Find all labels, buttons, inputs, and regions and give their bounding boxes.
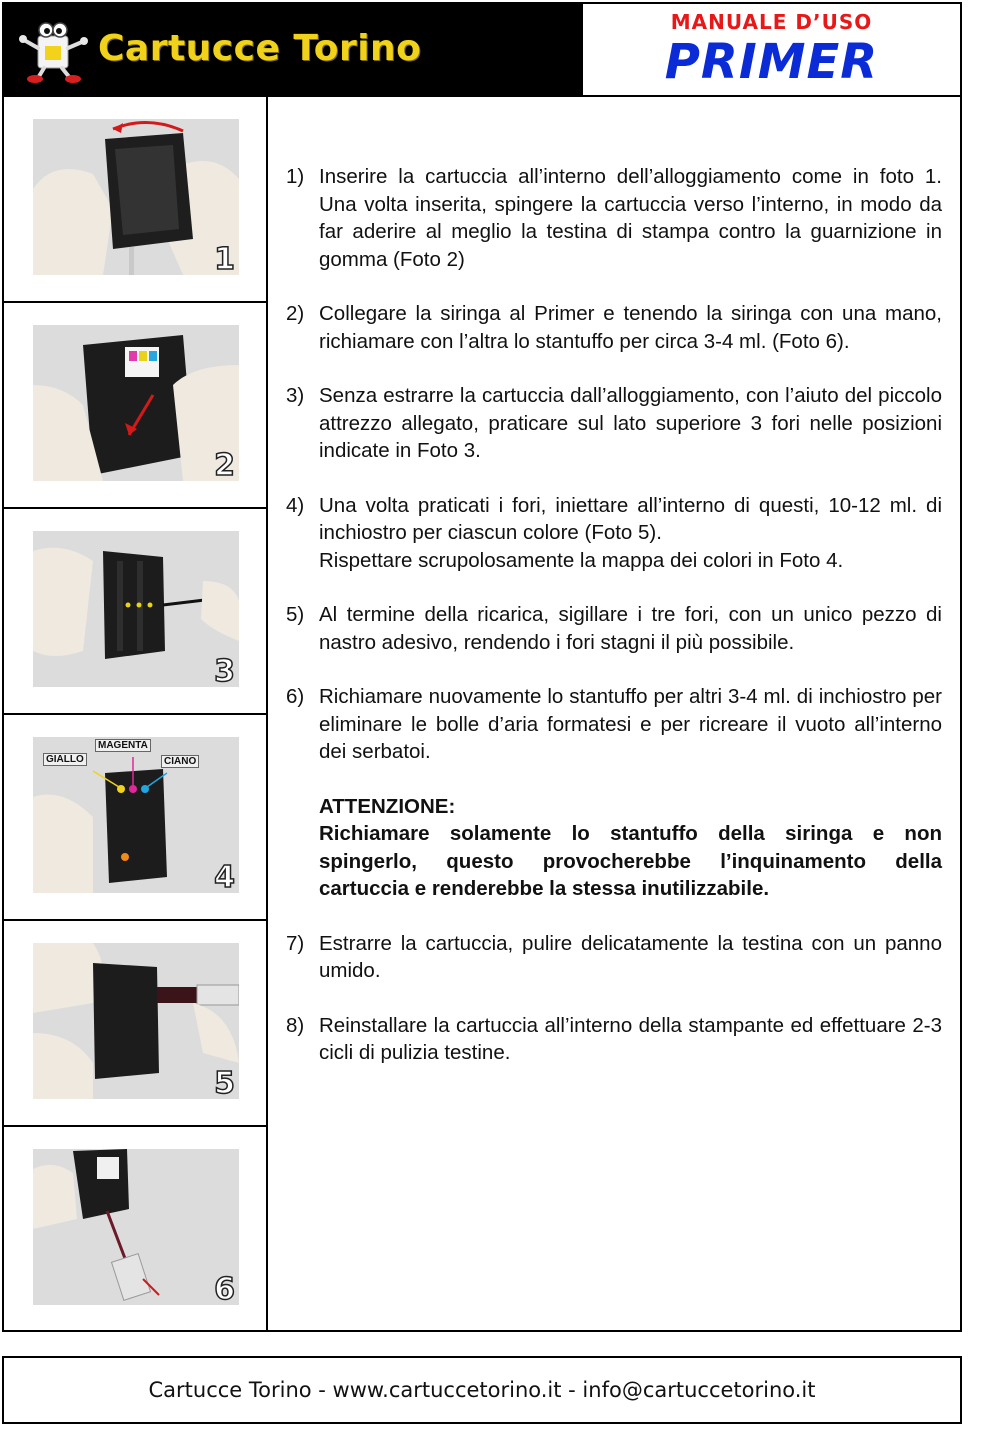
label-ciano: CIANO <box>161 755 199 768</box>
instruction-step-5 <box>286 601 942 656</box>
photo-cell-5 <box>4 921 266 1127</box>
step-number: 2) <box>286 302 305 325</box>
photo-number: 3 <box>214 654 235 687</box>
instruction-step-2 <box>286 300 942 355</box>
page-title: PRIMER <box>664 34 879 90</box>
step-text: Una volta praticati i fori, iniettare all’interno di questi, 10-12 ml. di inchiostro per ciascun colore (Foto 5). <box>319 493 942 544</box>
instruction-step-7 <box>286 930 942 985</box>
step-text: Reinstallare la cartuccia all’interno della stampante ed effettuare 2-3 cicli di pulizia testine. <box>319 1013 942 1064</box>
photo-cell-1 <box>4 97 266 303</box>
photo-number: 5 <box>214 1066 235 1099</box>
photo-cell-6 <box>4 1127 266 1331</box>
photo-number: 2 <box>214 448 235 481</box>
photo-cell-3 <box>4 509 266 715</box>
step-number: 1) <box>286 165 305 188</box>
brand-name: Cartucce Torino <box>98 28 422 69</box>
photo-number: 4 <box>214 860 235 893</box>
step-number: 3) <box>286 384 305 407</box>
step-number: 7) <box>286 931 305 955</box>
drilling-holes-photo <box>33 531 239 687</box>
manual-page <box>2 2 962 1332</box>
photo-number: 1 <box>214 242 235 275</box>
header <box>4 4 960 97</box>
instruction-step-3 <box>286 382 942 465</box>
step-text: Collegare la siringa al Primer e tenendo la siringa con una mano, richiamare con l’altra lo stantuffo per circa 3-4 ml. (Foto 6). <box>319 302 942 353</box>
title-panel <box>583 4 960 95</box>
color-map-photo <box>33 737 239 893</box>
step-text: Senza estrarre la cartuccia dall’alloggiamento, con l’aiuto del piccolo attrezzo allegato, praticare sul lato superiore 3 fori nelle posizioni indicate in Foto 3. <box>319 384 942 462</box>
instructions-column <box>268 97 960 1330</box>
footer-contact: Cartucce Torino - www.cartuccetorino.it - info@cartuccetorino.it <box>148 1378 816 1402</box>
instruction-list <box>286 163 942 1094</box>
instruction-step-1 <box>286 163 942 273</box>
pushing-cartridge-photo <box>33 325 239 481</box>
instruction-step-6 <box>286 683 942 903</box>
step-number: 4) <box>286 493 305 517</box>
step-number: 6) <box>286 685 305 708</box>
step-text: Estrarre la cartuccia, pulire delicatamente la testina con un panno umido. <box>319 931 942 982</box>
step-number: 8) <box>286 1013 305 1037</box>
hands-inserting-cartridge-photo <box>33 119 239 275</box>
warning-text: Richiamare solamente lo stantuffo della siringa e non spingerlo, questo provocherebbe l’inquinamento della cartuccia e renderebbe la stessa inutilizzabile. <box>319 822 942 900</box>
injecting-ink-photo <box>33 943 239 1099</box>
step-number: 5) <box>286 603 305 626</box>
step-text: Richiamare nuovamente lo stantuffo per altri 3-4 ml. di inchiostro per eliminare le bolle d’aria formatesi e per ricreare il vuoto all’interno dei serbatoi. <box>319 685 942 763</box>
photo-cell-2 <box>4 303 266 509</box>
step-text: Al termine della ricarica, sigillare i tre fori, con un unico pezzo di nastro adesivo, rendendo i fori stagni il più possibile. <box>319 603 942 654</box>
photo-number: 6 <box>214 1272 235 1305</box>
photo-cell-4 <box>4 715 266 921</box>
step-note: Rispettare scrupolosamente la mappa dei colori in Foto 4. <box>319 548 844 572</box>
step-text: Inserire la cartuccia all’interno dell’alloggiamento come in foto 1. Una volta inserita, spingere la cartuccia verso l’interno, in modo da far aderire al meglio la testina di stampa contro la guarnizione in gomma (Foto 2) <box>319 165 942 271</box>
manual-label: MANUALE D’USO <box>670 10 873 34</box>
label-magenta: MAGENTA <box>95 739 151 752</box>
instruction-step-8 <box>286 1012 942 1067</box>
logo-banner <box>4 4 583 95</box>
footer <box>2 1356 962 1424</box>
photo-column <box>4 97 268 1330</box>
instruction-step-4 <box>286 492 942 575</box>
syringe-primer-photo <box>33 1149 239 1305</box>
label-giallo: GIALLO <box>43 753 87 766</box>
cartridge-mascot-logo <box>18 18 90 84</box>
warning-title: ATTENZIONE: <box>319 794 456 818</box>
